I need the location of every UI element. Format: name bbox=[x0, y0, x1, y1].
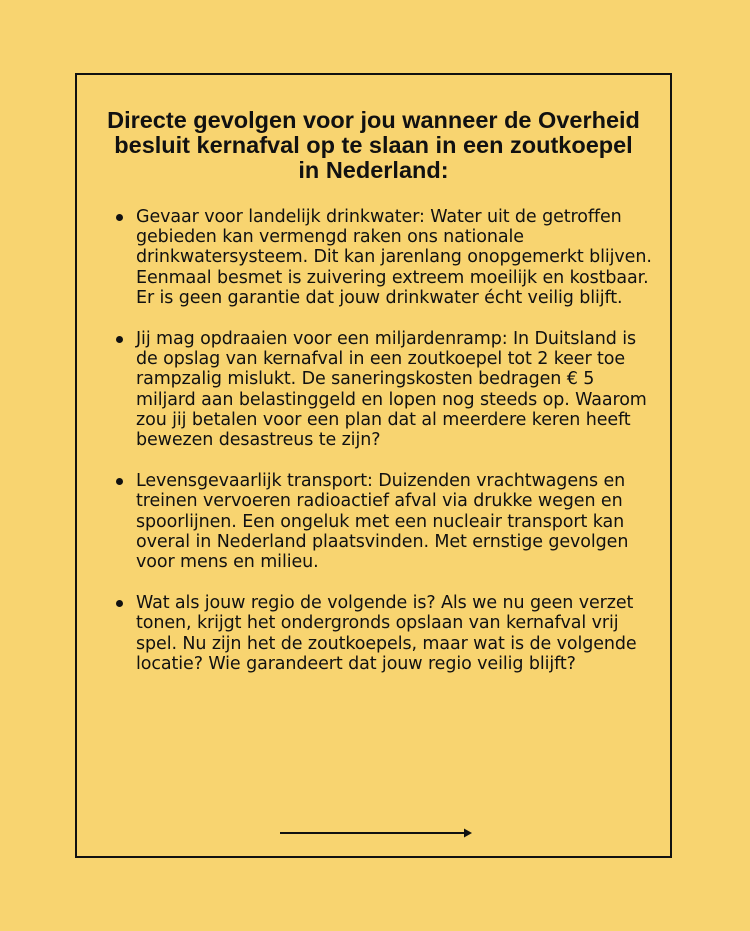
bullet-icon bbox=[116, 600, 123, 607]
bullet-text: Levensgevaarlijk transport: Duizenden vrachtwagens en treinen vervoeren radioactief afval via drukke wegen en spoorlijnen. Een ongeluk met een nucleair transport kan overal in Nederland plaatsvinden. Met ernstige gevolgen voor mens en milieu. bbox=[136, 471, 629, 573]
bullet-text: Jij mag opdraaien voor een miljardenramp: In Duitsland is de opslag van kernafval in een zoutkoepel tot 2 keer toe rampzalig mislukt. De saneringskosten bedragen € 5 miljard aan belastinggeld en lopen nog steeds op. Waarom zou jij betalen voor een plan dat al meerdere keren heeft bewezen desastreus te zijn? bbox=[136, 329, 647, 451]
bullet-text: Wat als jouw regio de volgende is? Als we nu geen verzet tonen, krijgt het ondergronds opslaan van kernafval vrij spel. Nu zijn het de zoutkoepels, maar wat is de volgende locatie? Wie garandeert dat jouw regio veilig blijft? bbox=[136, 593, 637, 674]
list-item bbox=[114, 207, 654, 308]
bullet-icon bbox=[116, 336, 123, 343]
content-frame bbox=[75, 73, 672, 858]
bullet-text: Gevaar voor landelijk drinkwater: Water uit de getroffen gebieden kan vermengd raken ons nationale drinkwatersysteem. Dit kan jarenlang onopgemerkt blijven. Eenmaal besmet is zuivering extreem moeilijk en kostbaar. Er is geen garantie dat jouw drinkwater écht veilig blijft. bbox=[136, 207, 652, 308]
list-item bbox=[114, 593, 654, 674]
list-item bbox=[114, 329, 654, 450]
arrow-right-icon[interactable] bbox=[280, 827, 472, 839]
bullet-icon bbox=[116, 214, 123, 221]
bullet-list bbox=[114, 207, 654, 674]
page-title: Directe gevolgen voor jou wanneer de Overheid besluit kernafval op te slaan in een zoutkoepel in Nederland: bbox=[107, 107, 640, 183]
list-item bbox=[114, 471, 654, 572]
bullet-icon bbox=[116, 478, 123, 485]
